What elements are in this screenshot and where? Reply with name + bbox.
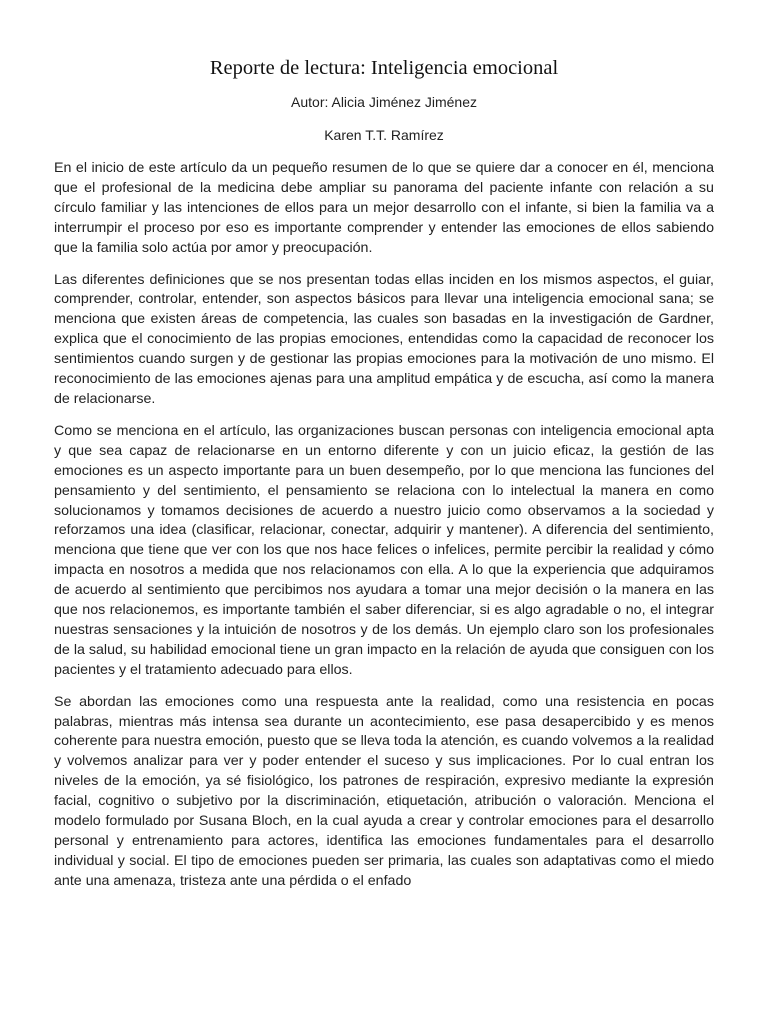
document-title: Reporte de lectura: Inteligencia emocional (209, 57, 559, 79)
paragraph-4: Se abordan las emociones como una respuesta ante la realidad, como una resistencia en pocas palabras, mientras más intensa sea durante un acontecimiento, ese pasa desapercibido y es menos coherente para nuestra emoción, puesto que se lleva toda la atención, es cuando volvemos a la realidad y volvemos analizar para ver y poder entender el suceso y sus implicaciones. Por lo cual entran los niveles de la emoción, ya sé fisiológico, los patrones de respiración, expresivo mediante la expresión facial, cognitivo o subjetivo por la discriminación, etiquetación, atribución o valoración. Menciona el modelo formulado por Susana Bloch, en la cual ayuda a crear y controlar emociones para el desarrollo personal y entrenamiento para actores, identifica las emociones fundamentales para el desarrollo individual y social. El tipo de emociones pueden ser primaria, las cuales son adaptativas como el miedo ante una amenaza, tristeza ante una pérdida o el enfado (54, 693, 714, 889)
paragraph-2: Las diferentes definiciones que se nos presentan todas ellas inciden en los mismos aspectos, el guiar, comprender, controlar, entender, son aspectos básicos para llevar una inteligencia emocional sana; se menciona que existen áreas de competencia, las cuales son basadas en la investigación de Gardner, explica que el conocimiento de las propias emociones, entendidas como la capacidad de reconocer los sentimientos cuando surgen y de gestionar las propias emociones para la motivación de uno mismo. El reconocimiento de las emociones ajenas para una amplitud empática y de escucha, así como la manera de relacionarse. (54, 271, 714, 407)
paragraph-1: En el inicio de este artículo da un pequeño resumen de lo que se quiere dar a conocer en él, menciona que el profesional de la medicina debe ampliar su panorama del paciente infante con relación a su círculo familiar y las intenciones de ellos para un mejor desarrollo con el infante, si bien la familia va a interrumpir el proceso por eso es importante comprender y entender las emociones de ellos sabiendo que la familia solo actúa por amor y preocupación. (54, 160, 714, 256)
author-line: Autor: Alicia Jiménez Jiménez (291, 94, 477, 110)
student-line: Karen T.T. Ramírez (324, 127, 444, 143)
paragraph-3: Como se menciona en el artículo, las organizaciones buscan personas con inteligencia emocional apta y que sea capaz de relacionarse en un entorno diferente y con un juicio eficaz, la gestión de las emociones es un aspecto importante para un buen desempeño, por lo que menciona las funciones del pensamiento y del sentimiento, el pensamiento se relaciona con lo intelectual la manera en como solucionamos y tomamos decisiones de acuerdo a nuestro juicio como observamos a la sociedad y reforzamos una idea (clasificar, relacionar, conectar, adquirir y mantener). A diferencia del sentimiento, menciona que tiene que ver con los que nos hace felices o infelices, permite percibir la realidad y cómo impacta en nosotros a medida que nos relacionamos con ella. A lo que la experiencia que adquiramos de acuerdo al sentimiento que percibimos nos ayudara a tomar una mejor decisión o la manera en las que nos relacionemos, es importante también el saber diferenciar, si es algo agradable o no, el integrar nuestras sensaciones y la intuición de nosotros y de los demás. Un ejemplo claro son los profesionales de la salud, su habilidad emocional tiene un gran impacto en la relación de ayuda que consiguen con los pacientes y el tratamiento adecuado para ellos. (54, 422, 714, 678)
